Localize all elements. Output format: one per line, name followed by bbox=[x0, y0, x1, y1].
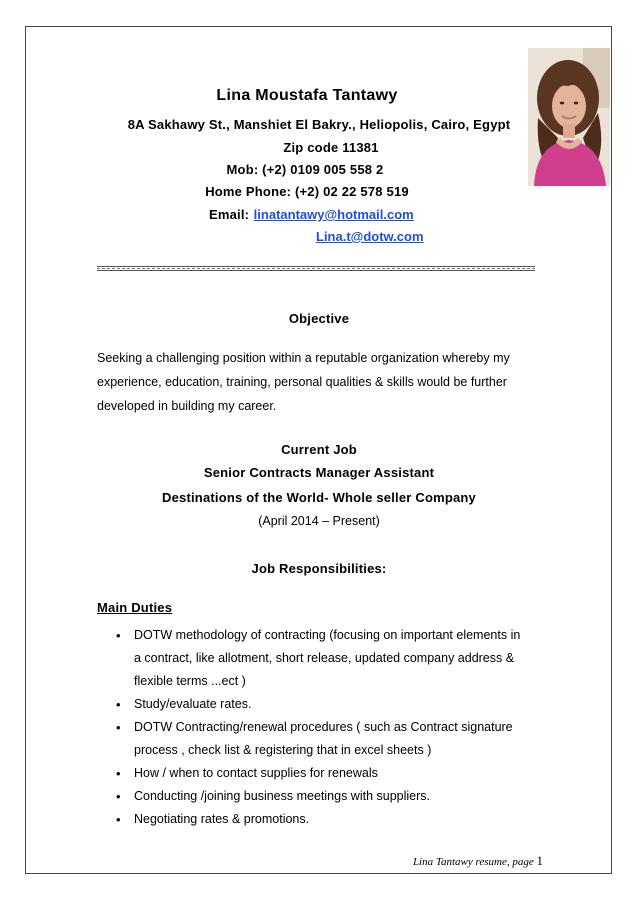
objective-line: experience, education, training, personal qualities & skills would be further bbox=[97, 375, 507, 389]
zip-line: Zip code 11381 bbox=[283, 140, 379, 155]
objective-line: Seeking a challenging position within a reputable organization whereby my bbox=[97, 351, 510, 365]
email-primary-link[interactable]: linatantawy@hotmail.com bbox=[253, 207, 414, 222]
home-phone-line: Home Phone: (+2) 02 22 578 519 bbox=[205, 184, 409, 199]
objective-heading: Objective bbox=[288, 311, 350, 326]
email-secondary-link[interactable]: Lina.t@dotw.com bbox=[316, 229, 424, 244]
name-text: Lina Moustafa Tantawy bbox=[216, 87, 398, 104]
list-item-line: flexible terms ...ect ) bbox=[134, 674, 246, 688]
list-item bbox=[116, 716, 546, 762]
list-item-line: • Study/evaluate rates. bbox=[134, 697, 252, 711]
footer-text: Lina Tantawy resume, page bbox=[412, 856, 534, 868]
email-secondary-row bbox=[316, 228, 424, 246]
job-dates: (April 2014 – Present) bbox=[258, 514, 380, 528]
list-item-line: • DOTW methodology of contracting (focusing on important elements in bbox=[134, 628, 521, 642]
list-item-line: • How / when to contact supplies for renewals bbox=[134, 766, 378, 780]
profile-photo-image bbox=[528, 48, 610, 186]
profile-photo bbox=[528, 48, 610, 186]
section-separator bbox=[97, 266, 535, 271]
list-item bbox=[116, 808, 546, 831]
list-item bbox=[116, 762, 546, 785]
job-title: Senior Contracts Manager Assistant bbox=[203, 465, 435, 480]
list-item-line: process , check list & registering that in excel sheets ) bbox=[134, 743, 432, 757]
main-duties-title: Main Duties bbox=[97, 600, 173, 615]
address-line: 8A Sakhawy St., Manshiet El Bakry., Heliopolis, Cairo, Egypt bbox=[127, 117, 511, 132]
list-item-line: • Negotiating rates & promotions. bbox=[134, 812, 310, 826]
responsibilities-heading: Job Responsibilities: bbox=[251, 561, 387, 576]
list-item bbox=[116, 785, 546, 808]
mobile-line: Mob: (+2) 0109 005 558 2 bbox=[226, 162, 384, 177]
list-item bbox=[116, 624, 546, 693]
objective-line: developed in building my career. bbox=[97, 399, 277, 413]
email-line bbox=[209, 206, 414, 224]
duties-list bbox=[116, 624, 546, 831]
objective-body bbox=[97, 346, 547, 418]
current-job-heading: Current Job bbox=[281, 442, 357, 457]
page-number: 1 bbox=[536, 853, 543, 868]
list-item bbox=[116, 693, 546, 716]
list-item-line: a contract, like allotment, short release, updated company address & bbox=[134, 651, 515, 665]
company-name: Destinations of the World- Whole seller Company bbox=[162, 490, 476, 505]
page-footer bbox=[413, 853, 543, 869]
email-label: Email: bbox=[209, 207, 250, 222]
list-item-line: • Conducting /joining business meetings with suppliers. bbox=[134, 789, 430, 803]
list-item-line: • DOTW Contracting/renewal procedures ( such as Contract signature bbox=[134, 720, 513, 734]
